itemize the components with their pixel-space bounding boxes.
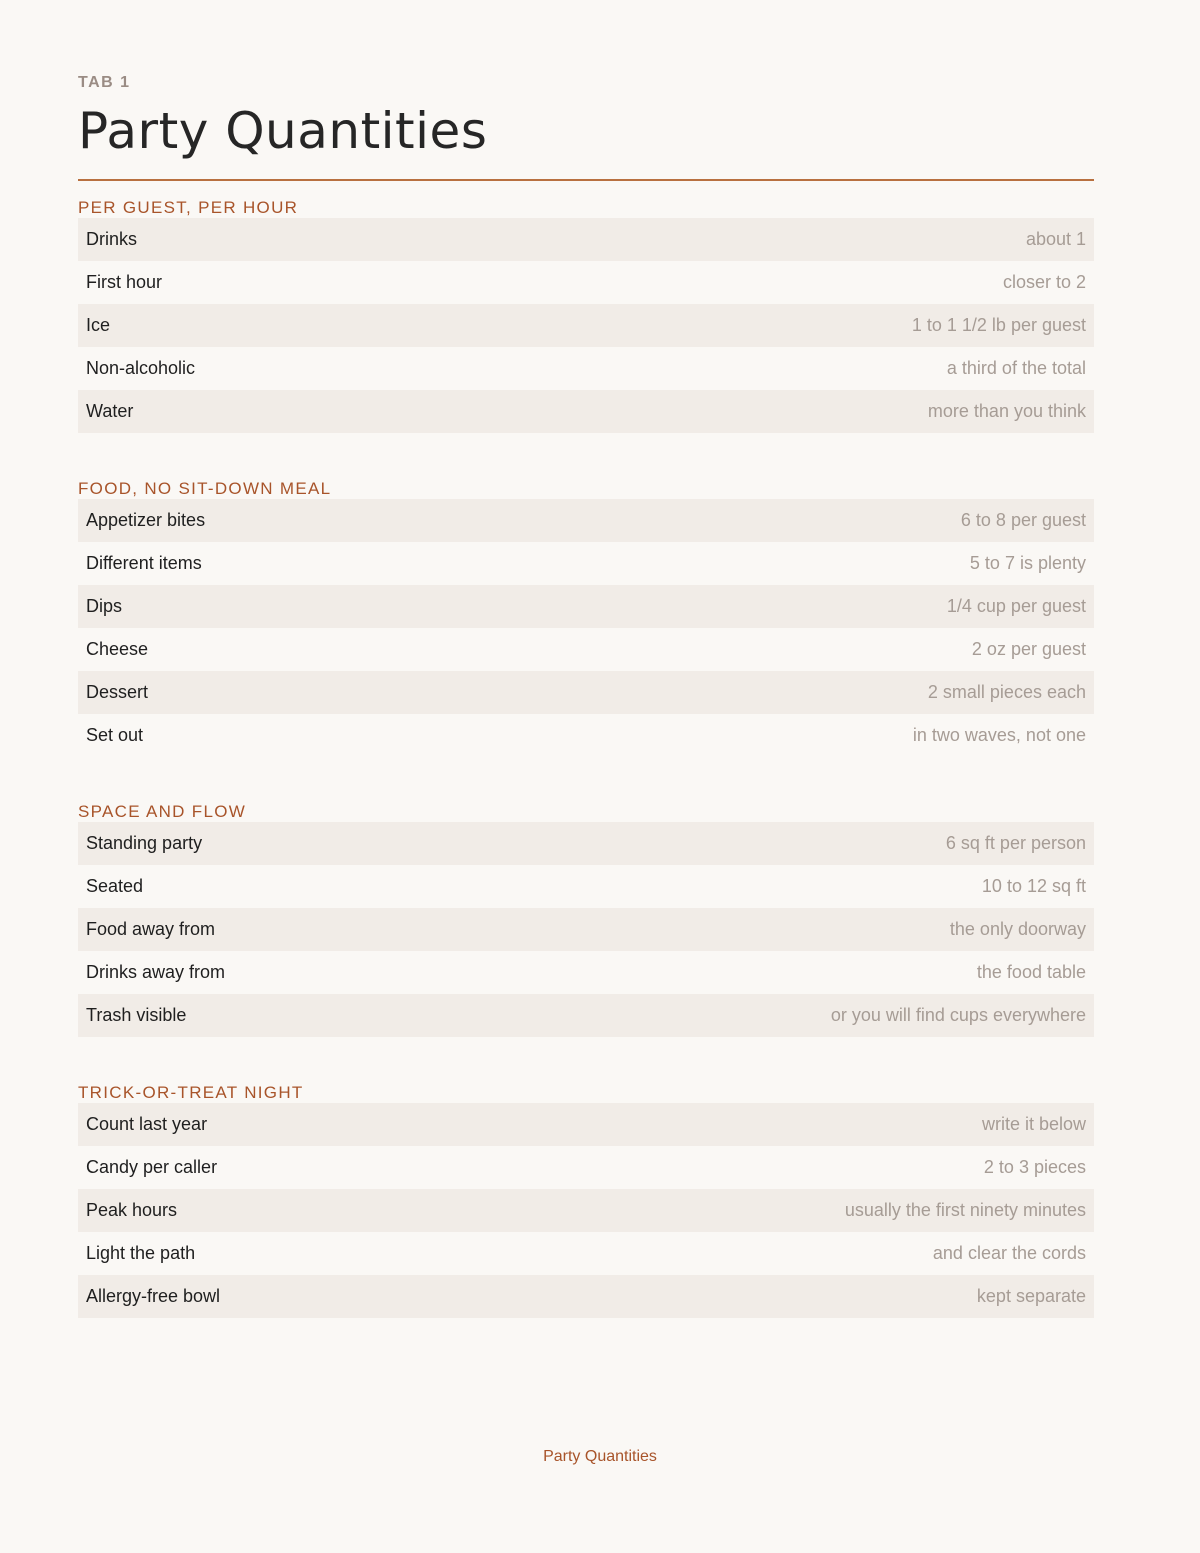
item-label: Peak hours <box>86 1200 178 1220</box>
item-label: Non-alcoholic <box>86 358 196 378</box>
page-footer: Party Quantities <box>543 1448 657 1465</box>
list-item <box>78 865 1094 908</box>
item-value: 1 to 1 1/2 lb per guest <box>911 315 1086 335</box>
quantity-list <box>78 1103 1094 1318</box>
list-item <box>78 908 1094 951</box>
list-item <box>78 1275 1094 1318</box>
title-divider <box>78 179 1094 181</box>
item-value: 2 oz per guest <box>971 639 1086 659</box>
item-value: 5 to 7 is plenty <box>969 553 1086 573</box>
item-value: 2 small pieces each <box>927 682 1086 702</box>
item-label: Light the path <box>86 1243 196 1263</box>
list-item <box>78 822 1094 865</box>
section-food <box>78 479 1094 757</box>
quantity-list <box>78 218 1094 433</box>
section-trick-or-treat <box>78 1083 1094 1318</box>
list-item <box>78 1189 1094 1232</box>
item-label: Different items <box>86 553 202 573</box>
item-label: Water <box>86 401 134 421</box>
list-item <box>78 304 1094 347</box>
item-label: Drinks away from <box>86 962 226 982</box>
list-item <box>78 1232 1094 1275</box>
item-label: Set out <box>86 725 144 745</box>
item-label: Ice <box>86 315 111 335</box>
item-label: Dessert <box>86 682 149 702</box>
section-heading: PER GUEST, PER HOUR <box>78 198 299 217</box>
item-label: Dips <box>86 596 123 616</box>
list-item <box>78 390 1094 433</box>
item-value: 6 sq ft per person <box>945 833 1086 853</box>
item-value: and clear the cords <box>932 1243 1086 1263</box>
item-label: Appetizer bites <box>86 510 206 530</box>
item-value: usually the first ninety minutes <box>844 1200 1086 1220</box>
item-value: 10 to 12 sq ft <box>981 876 1086 896</box>
item-value: the only doorway <box>949 919 1086 939</box>
list-item <box>78 1103 1094 1146</box>
list-item <box>78 499 1094 542</box>
item-value: kept separate <box>976 1286 1086 1306</box>
quantity-list <box>78 822 1094 1037</box>
page-title: Party Quantities <box>78 102 488 160</box>
item-label: Drinks <box>86 229 138 249</box>
item-label: Standing party <box>86 833 203 853</box>
section-heading: SPACE AND FLOW <box>78 802 247 821</box>
item-value: closer to 2 <box>1002 272 1086 292</box>
list-item <box>78 628 1094 671</box>
list-item <box>78 347 1094 390</box>
list-item <box>78 542 1094 585</box>
item-value: 6 to 8 per guest <box>960 510 1086 530</box>
item-value: write it below <box>981 1114 1086 1134</box>
section-space-flow <box>78 802 1094 1037</box>
item-label: Allergy-free bowl <box>86 1286 221 1306</box>
item-label: First hour <box>86 272 163 292</box>
list-item <box>78 261 1094 304</box>
item-label: Cheese <box>86 639 149 659</box>
item-value: about 1 <box>1025 229 1086 249</box>
item-value: the food table <box>976 962 1086 982</box>
list-item <box>78 585 1094 628</box>
list-item <box>78 714 1094 757</box>
quantity-list <box>78 499 1094 757</box>
item-value: a third of the total <box>946 358 1086 378</box>
section-heading: FOOD, NO SIT-DOWN MEAL <box>78 479 332 498</box>
section-heading: TRICK-OR-TREAT NIGHT <box>78 1083 304 1102</box>
item-label: Trash visible <box>86 1005 187 1025</box>
list-item <box>78 951 1094 994</box>
item-value: or you will find cups everywhere <box>830 1005 1086 1025</box>
list-item <box>78 1146 1094 1189</box>
item-value: more than you think <box>927 401 1086 421</box>
list-item <box>78 671 1094 714</box>
item-label: Candy per caller <box>86 1157 218 1177</box>
item-label: Seated <box>86 876 144 896</box>
list-item <box>78 994 1094 1037</box>
tab-label: TAB 1 <box>78 74 131 91</box>
item-value: 2 to 3 pieces <box>983 1157 1086 1177</box>
item-label: Food away from <box>86 919 216 939</box>
item-value: in two waves, not one <box>912 725 1086 745</box>
item-value: 1/4 cup per guest <box>946 596 1086 616</box>
item-label: Count last year <box>86 1114 208 1134</box>
list-item <box>78 218 1094 261</box>
section-per-guest <box>78 198 1094 433</box>
